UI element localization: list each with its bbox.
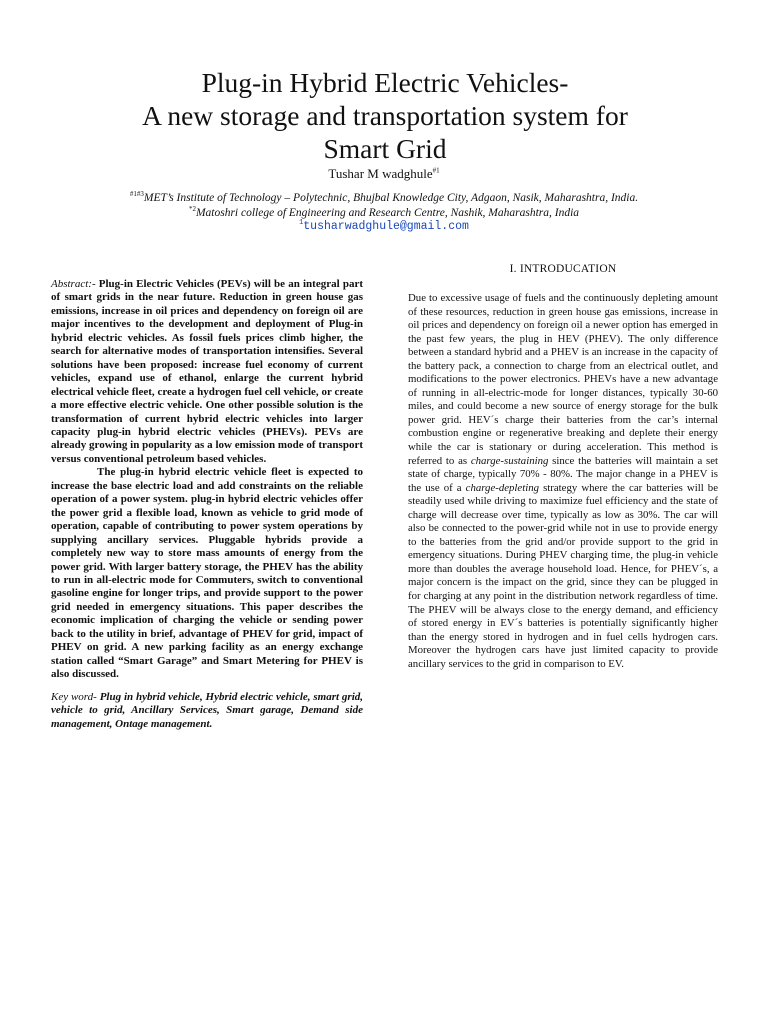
email-superscript: 1	[299, 219, 304, 227]
abstract-text-1: Plug-in Electric Vehicles (PEVs) will be an integral part of smart grids in the near future. Reduction in green house gas emissions, increase in oil prices and dependency on foreign oil are major incentives to the development and deployment of Plug-in hybrid electric vehicles. As fossil fuels prices climb higher, the search for alternative modes of transportation intensifies. Several solutions have been proposed: increase fuel economy of current vehicles, expand use of ethanol, enlarge the current hybrid electrical vehicle fleet, create a hydrogen fuel cell vehicle, or create a more effective electric vehicle. One other possible solution is the transformation of current hybrid electric vehicles into larger capacity plug-in hybrid electric vehicles (PHEVs). PEVs are already growing in popularity as a low emission mode of transport versus conventional petroleum based vehicles.	[51, 278, 363, 465]
affiliation-2-superscript: *2	[188, 205, 196, 213]
paper-title-line-3: Smart Grid	[323, 133, 447, 164]
abstract-column	[51, 278, 363, 731]
introduction-column	[408, 292, 718, 671]
email-link[interactable]: tusharwadghule@gmail.com	[303, 219, 469, 233]
abstract-paragraph-2: The plug-in hybrid electric vehicle fleet is expected to increase the base electric load and add constraints on the reliable operation of a power system. plug-in hybrid electric vehicles offer the power grid a flexible load, known as vehicle to grid mode of operation, capable of contributing to power system operations by supplying ancillary services. Pluggable hybrids provide a completely new way to store mass amounts of energy from the power grid. With larger battery storage, the PHEV has the ability to run in all-electric mode for Commuters, switch to conventional gasoline engine for longer trips, and provide support to the power grid needed in emergency situations. This paper describes the economic implication of charging the vehicle or sending power back to the utility in brief, advantage of PHEV for grid, impact of PHEV on grid. A new parking facility as an energy exchange station called “Smart Garage” and Smart Metering for PHEV is also discussed.	[51, 466, 363, 681]
affiliation-1-text: MET’s Institute of Technology – Polytechnic, Bhujbal Knowledge City, Adgaon, Nasik, Maharashtra, India.	[143, 191, 639, 204]
paper-title-line-2: A new storage and transportation system for	[142, 100, 628, 131]
keywords-text: Plug in hybrid vehicle, Hybrid electric vehicle, smart grid, vehicle to grid, Ancillary Services, Smart garage, Demand side management, Ontage management.	[51, 690, 364, 730]
affiliation-1-superscript: #1#3	[129, 190, 144, 198]
affiliation-1	[0, 190, 768, 204]
affiliation-2	[0, 205, 768, 219]
author-name-text: Tushar M wadghule	[328, 166, 433, 181]
section-heading-introduction: I. INTRODUCATION	[509, 263, 617, 275]
author-email	[0, 219, 768, 233]
intro-text-1: Due to excessive usage of fuels and the continuously depleting amount of these resources, reduction in green house gas emissions, increase in oil prices and dependency on foreign oil a newer option has emerged in the past few years, the plug in HEV (PHEV). The only difference between a standard hybrid and a PHEV is an increase in the capacity of the battery pack, a connection to charge from an electrical outlet, and modifications to the power electronics. PHEVs have a new advantage of running in all-electric-mode for longer distances, typically 30-60 miles, and could become a new source of energy storage for the bulk power grid. HEV´s charge their batteries from the car’s internal combustion engine or regenerative breaking and deplete their energy while the car is stationary or during acceleration. This method is referred to as	[408, 292, 718, 467]
intro-term-charge-depleting: charge-depleting	[465, 481, 540, 494]
author-name	[0, 166, 768, 182]
abstract-label: Abstract:-	[51, 278, 96, 290]
affiliation-2-text: Matoshri college of Engineering and Research Centre, Nashik, Maharashtra, India	[195, 206, 580, 219]
author-superscript: #1	[432, 166, 440, 175]
intro-term-charge-sustaining: charge-sustaining	[470, 454, 549, 467]
intro-text-3: strategy where the car batteries will be steadily used while driving to maximize fuel efficiency and the state of charge will decrease over time, typically as low as 30%. The car will also be connected to the power-grid while not in use to provide energy to the batteries from the grid and/or provide support to the grid in emergency situations. During PHEV charging time, the plug-in vehicle more than doubles the average household load. Hence, for PHEV´s, a major concern is the impact on the grid, since they can be plugged in for charging at any point in the distribution network regardless of time. The PHEV will be always close to the energy demand, and efficiency of stored energy in EV´s batteries is potentially significantly higher than the energy stored in hydrogen and in fuel cells hydrogen cars. Moreover the hydrogen cars have just limited capacity to provide ancillary services to the grid in comparison to EV.	[408, 481, 718, 670]
abstract-paragraph-1	[51, 278, 363, 466]
paper-title-line-1: Plug-in Hybrid Electric Vehicles-	[201, 67, 569, 98]
introduction-paragraph	[408, 292, 718, 671]
intro-text-2: since the batteries will maintain a set state of charge, typically 70% - 80%. The major change in a PHEV is the use of a	[408, 454, 719, 494]
keywords-label: Key word-	[51, 690, 97, 703]
keywords-paragraph	[51, 691, 363, 731]
